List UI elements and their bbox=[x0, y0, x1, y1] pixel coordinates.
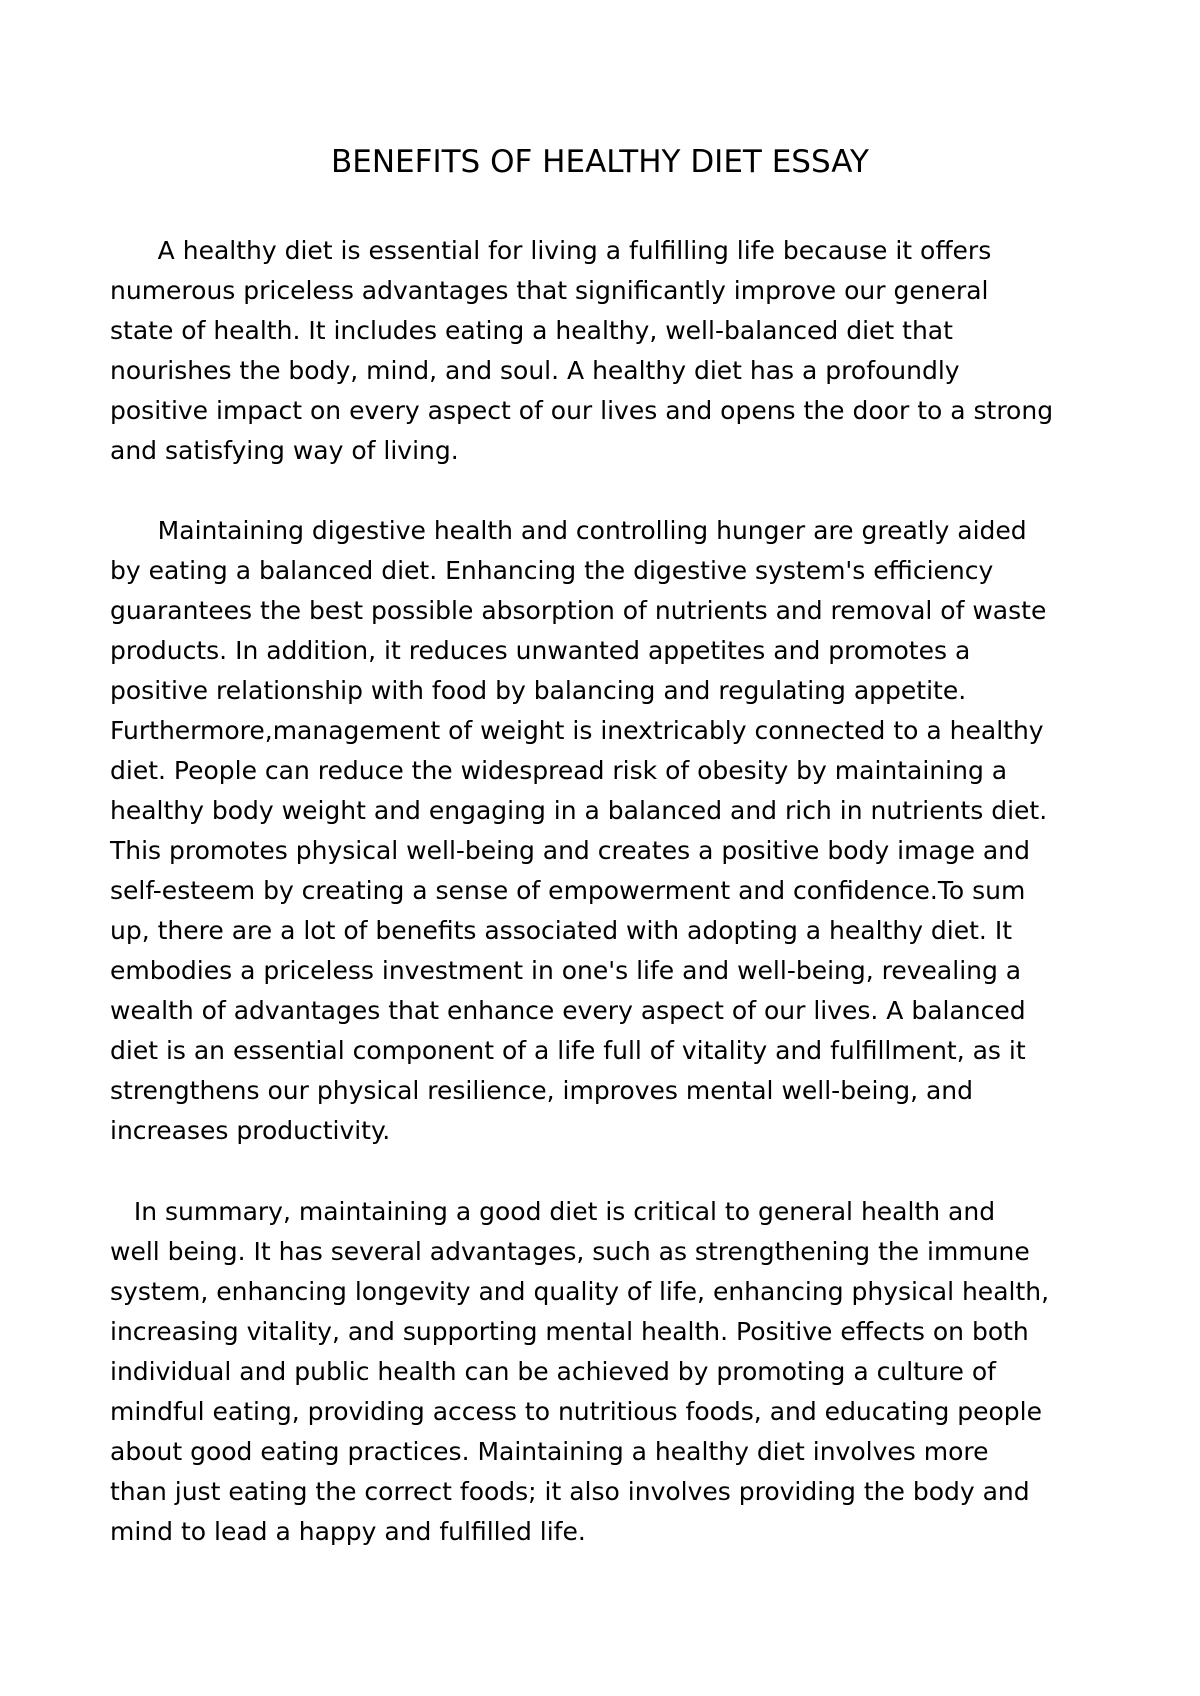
paragraph-line: than just eating the correct foods; it also involves providing the body and bbox=[110, 1477, 1030, 1506]
paragraph-line: Maintaining digestive health and controlling hunger are greatly aided bbox=[110, 516, 1027, 545]
paragraph-line: diet. People can reduce the widespread risk of obesity by maintaining a bbox=[110, 756, 1008, 785]
paragraph-line: wealth of advantages that enhance every aspect of our lives. A balanced bbox=[110, 996, 1026, 1025]
paragraph-line: about good eating practices. Maintaining a healthy diet involves more bbox=[110, 1437, 989, 1466]
paragraph-line: self-esteem by creating a sense of empowerment and confidence.To sum bbox=[110, 876, 1026, 905]
paragraph-line: individual and public health can be achieved by promoting a culture of bbox=[110, 1357, 996, 1386]
paragraph-line: well being. It has several advantages, such as strengthening the immune bbox=[110, 1237, 1030, 1266]
paragraph-body bbox=[110, 511, 1110, 1151]
paragraph-line: healthy body weight and engaging in a balanced and rich in nutrients diet. bbox=[110, 796, 1048, 825]
paragraph-line: increases productivity. bbox=[110, 1116, 391, 1145]
paragraph-line: mindful eating, providing access to nutritious foods, and educating people bbox=[110, 1397, 1042, 1426]
paragraph-line: increasing vitality, and supporting mental health. Positive effects on both bbox=[110, 1317, 1029, 1346]
paragraph-line: positive impact on every aspect of our lives and opens the door to a strong bbox=[110, 396, 1054, 425]
paragraph-line: A healthy diet is essential for living a fulfilling life because it offers bbox=[110, 236, 992, 265]
paragraph-introduction bbox=[110, 231, 1110, 471]
paragraph-line: positive relationship with food by balancing and regulating appetite. bbox=[110, 676, 967, 705]
paragraph-line: system, enhancing longevity and quality of life, enhancing physical health, bbox=[110, 1277, 1050, 1306]
paragraph-line: state of health. It includes eating a healthy, well-balanced diet that bbox=[110, 316, 953, 345]
paragraph-line: and satisfying way of living. bbox=[110, 436, 459, 465]
paragraph-line: products. In addition, it reduces unwanted appetites and promotes a bbox=[110, 636, 971, 665]
paragraph-line: by eating a balanced diet. Enhancing the digestive system's efficiency bbox=[110, 556, 994, 585]
paragraph-summary bbox=[110, 1192, 1110, 1552]
paragraph-line: diet is an essential component of a life full of vitality and fulfillment, as it bbox=[110, 1036, 1026, 1065]
paragraph-line: In summary, maintaining a good diet is critical to general health and bbox=[110, 1197, 996, 1226]
paragraph-line: strengthens our physical resilience, improves mental well-being, and bbox=[110, 1076, 974, 1105]
paragraph-line: mind to lead a happy and fulfilled life. bbox=[110, 1517, 586, 1546]
paragraph-line: embodies a priceless investment in one's life and well-being, revealing a bbox=[110, 956, 1022, 985]
paragraph-line: guarantees the best possible absorption of nutrients and removal of waste bbox=[110, 596, 1047, 625]
paragraph-line: This promotes physical well-being and creates a positive body image and bbox=[110, 836, 1030, 865]
document-title: BENEFITS OF HEALTHY DIET ESSAY bbox=[331, 144, 869, 180]
paragraph-line: Furthermore,management of weight is inextricably connected to a healthy bbox=[110, 716, 1044, 745]
paragraph-line: numerous priceless advantages that significantly improve our general bbox=[110, 276, 989, 305]
paragraph-line: up, there are a lot of benefits associated with adopting a healthy diet. It bbox=[110, 916, 1013, 945]
paragraph-line: nourishes the body, mind, and soul. A healthy diet has a profoundly bbox=[110, 356, 960, 385]
